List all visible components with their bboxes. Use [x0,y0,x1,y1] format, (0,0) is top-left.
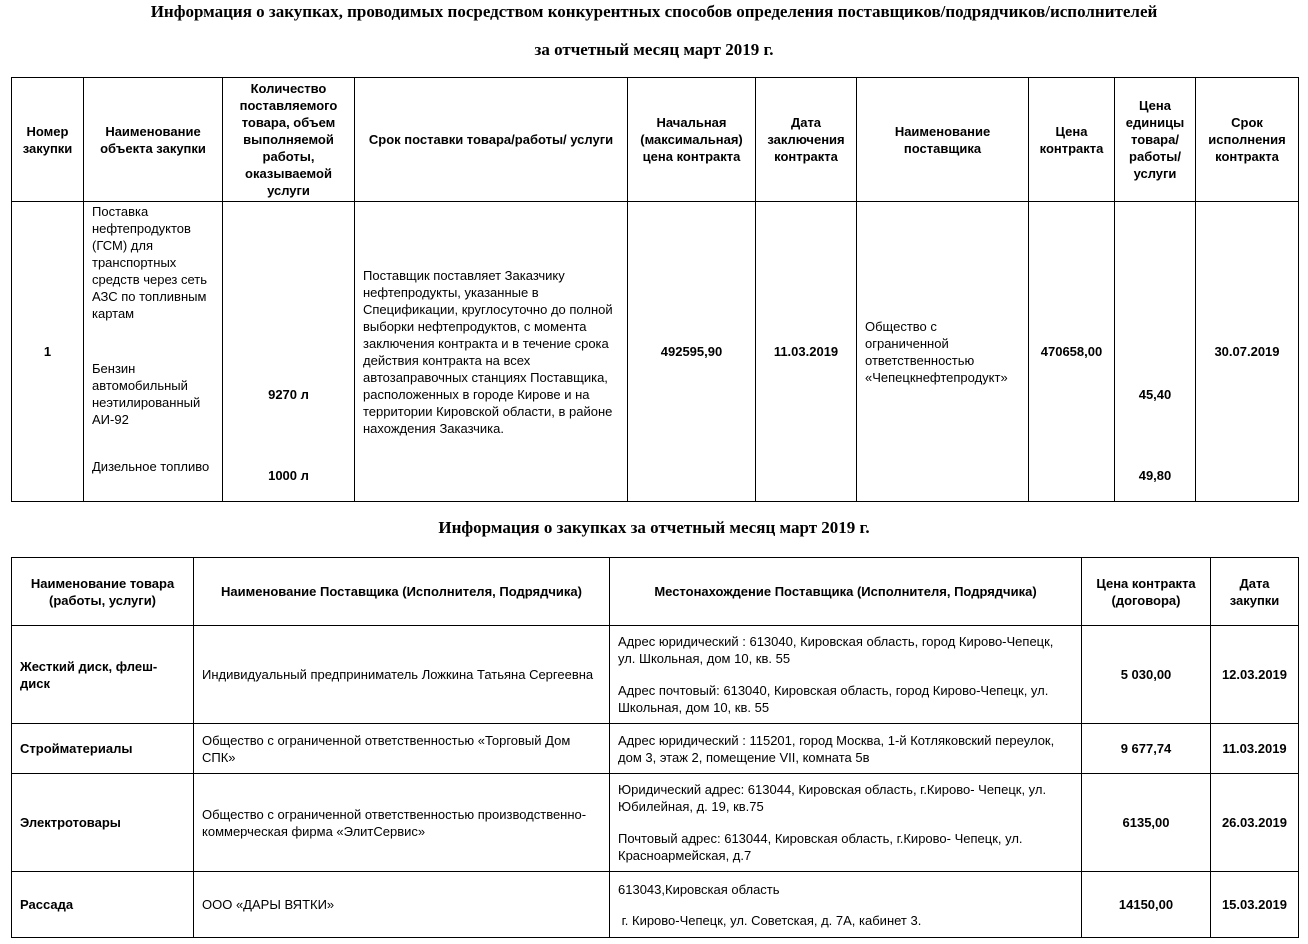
cell-price: 470658,00 [1029,202,1115,502]
cell-goods: Жесткий диск, флеш-диск [12,626,194,724]
table-row [12,626,1299,724]
quantity-2: 1000 л [268,468,309,483]
cell-date: 26.03.2019 [1211,774,1299,872]
cell-supplier: Общество с ограниченной ответственностью производственно-коммерческая фирма «ЭлитСервис» [194,774,610,872]
cell-price: 6135,00 [1082,774,1211,872]
title-2: Информация о закупках за отчетный месяц март 2019 г. [438,518,870,537]
cell-supplier: Общество с ограниченной ответственностью «Торговый Дом СПК» [194,724,610,774]
cell-address [610,724,1082,774]
header-price: Цена контракта [1029,78,1115,202]
cell-goods: Стройматериалы [12,724,194,774]
purchases-table [11,557,1299,938]
cell-address [610,626,1082,724]
title-line-2: за отчетный месяц март 2019 г. [534,40,774,59]
cell-price: 9 677,74 [1082,724,1211,774]
cell-date: 15.03.2019 [1211,872,1299,938]
title-line-1: Информация о закупках, проводимых посредством конкурентных способов определения поставщиков/подрядчиков/исполнителей [150,2,1158,21]
header-contract-price: Цена контракта (договора) [1082,558,1211,626]
cell-max-price: 492595,90 [628,202,756,502]
object-item-1: Бензин автомобильный неэтилированный АИ-92 [92,361,201,427]
header-term: Срок поставки товара/работы/ услуги [355,78,628,202]
cell-supplier: Общество с ограниченной ответственностью «Чепецкнефтепродукт» [857,202,1029,502]
address-line-2: г. Кирово-Чепецк, ул. Советская, д. 7А, кабинет 3. [618,912,922,928]
header-deadline: Срок исполнения контракта [1196,78,1299,202]
cell-date: 11.03.2019 [1211,724,1299,774]
header-date: Дата заключения контракта [756,78,857,202]
table-row [12,724,1299,774]
unit-price-2: 49,80 [1138,468,1172,483]
header-supplier: Наименование поставщика [857,78,1029,202]
cell-quantity [223,202,355,502]
cell-goods: Электротовары [12,774,194,872]
header-goods: Наименование товара (работы, услуги) [12,558,194,626]
table-row [12,774,1299,872]
object-main: Поставка нефтепродуктов (ГСМ) для транспортных средств через сеть АЗС по топливным картам [92,204,208,321]
header-quantity: Количество поставляемого товара, объем выполняемой работы, оказываемой услуги [223,78,355,202]
unit-price-1: 45,40 [1138,387,1172,402]
procurement-table [11,77,1299,502]
cell-deadline: 30.07.2019 [1196,202,1299,502]
address-line-1: 613043,Кировская область [618,881,780,897]
cell-address [610,872,1082,938]
cell-address [610,774,1082,872]
header-location: Местонахождение Поставщика (Исполнителя, Подрядчика) [610,558,1082,626]
header-max-price: Начальная (максимальная) цена контракта [628,78,756,202]
cell-term: Поставщик поставляет Заказчику нефтепродукты, указанные в Спецификации, круглосуточно до полной выборки нефтепродуктов, с момента заключения контракта и в течение срока действия контракта на всех автозаправочных станциях Поставщика, расположенных в городе Кирове и на территории Кировской области, в районе нахождения Заказчика. [355,202,628,502]
cell-price: 14150,00 [1082,872,1211,938]
cell-object [84,202,223,502]
address-legal: Адрес юридический : 115201, город Москва, 1-й Котляковский переулок, дом 3, этаж 2, помещение VII, комната 5в [618,732,1055,765]
cell-date: 12.03.2019 [1211,626,1299,724]
header-supplier-name: Наименование Поставщика (Исполнителя, Подрядчика) [194,558,610,626]
address-legal: Адрес юридический : 613040, Кировская область, город Кирово-Чепецк, ул. Школьная, дом 10, кв. 55 [618,634,1054,666]
cell-goods: Рассада [12,872,194,938]
cell-date: 11.03.2019 [756,202,857,502]
header-number: Номер закупки [12,78,84,202]
header-object: Наименование объекта закупки [84,78,223,202]
cell-number: 1 [12,202,84,502]
header-unit-price: Цена единицы товара/ работы/ услуги [1115,78,1196,202]
cell-price: 5 030,00 [1082,626,1211,724]
table-row [12,202,1299,502]
address-postal: Адрес почтовый: 613040, Кировская область, город Кирово-Чепецк, ул. Школьная, дом 10, кв. 55 [618,683,1049,715]
header-purchase-date: Дата закупки [1211,558,1299,626]
quantity-1: 9270 л [268,387,309,402]
cell-unit-price [1115,202,1196,502]
table-row [12,872,1299,938]
cell-supplier: ООО «ДАРЫ ВЯТКИ» [194,872,610,938]
cell-supplier: Индивидуальный предприниматель Ложкина Татьяна Сергеевна [194,626,610,724]
object-item-2: Дизельное топливо [92,459,210,474]
address-legal: Юридический адрес: 613044, Кировская область, г.Кирово- Чепецк, ул. Юбилейная, д. 19, кв.75 [618,782,1047,814]
address-postal: Почтовый адрес: 613044, Кировская область, г.Кирово- Чепецк, ул. Красноармейская, д.7 [618,831,1023,863]
